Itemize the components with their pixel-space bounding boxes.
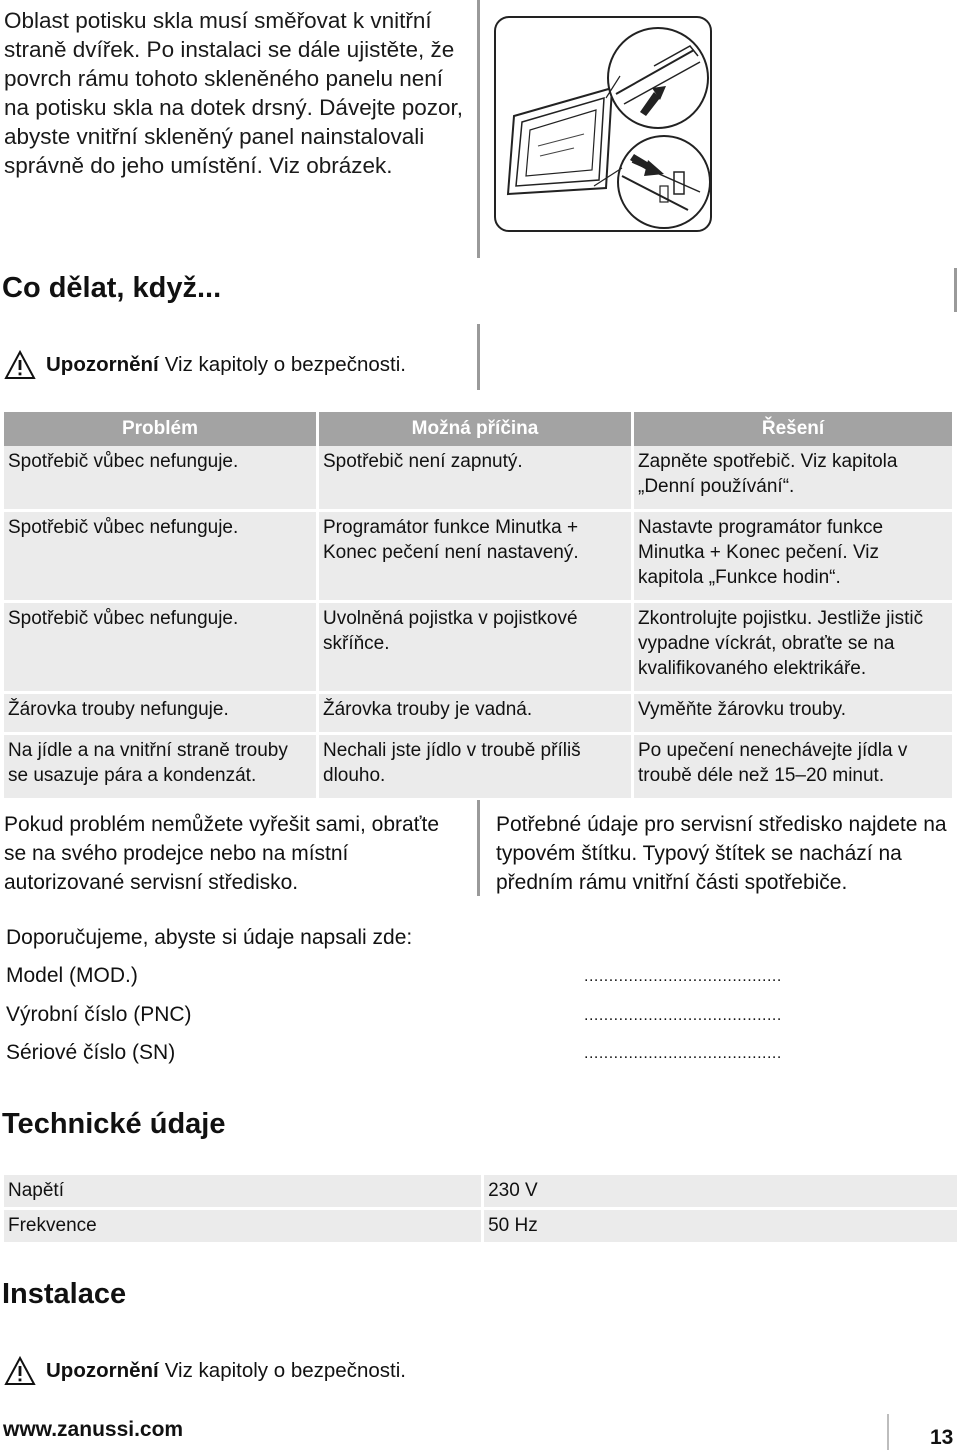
header-cause: Možná příčina [319,412,631,446]
tech-value-voltage: 230 V [484,1175,957,1207]
column-divider [477,324,480,390]
warning-label: Upozornění [46,353,159,376]
cause-cell: Uvolněná pojistka v pojistkové skříňce. [319,603,631,691]
field-label-pnc: Výrobní číslo (PNC) [6,1003,192,1026]
field-blank-model: ........................................ [584,968,782,985]
problem-cell: Spotřebič vůbec nefunguje. [4,512,316,600]
solution-cell: Po upečení nenechávejte jídla v troubě déle než 15–20 minut. [634,735,952,798]
help-paragraph-rating-plate: Potřebné údaje pro servisní středisko najdete na typovém štítku. Typový štítek se nachází na předním rámu vnitřní části spotřebiče. [496,813,947,894]
problem-cell: Spotřebič vůbec nefunguje. [4,446,316,509]
header-solution: Řešení [634,412,952,446]
help-paragraph-dealer: Pokud problém nemůžete vyřešit sami, obraťte se na svého prodejce nebo na místní autorizované servisní středisko. [4,813,440,894]
cause-cell: Spotřebič není zapnutý. [319,446,631,509]
warning-icon [4,350,36,380]
glass-panel-illustration [494,16,712,232]
warning-label: Upozornění [46,1359,159,1382]
section-title-troubleshooting: Co dělat, když... [2,272,222,304]
record-intro: Doporučujeme, abyste si údaje napsali zde: [6,926,413,949]
problem-cell: Žárovka trouby nefunguje. [4,694,316,732]
warning-text: Viz kapitoly o bezpečnosti. [164,1359,406,1382]
field-label-sn: Sériové číslo (SN) [6,1041,176,1064]
field-label-model: Model (MOD.) [6,964,138,987]
cause-cell: Nechali jste jídlo v troubě příliš dlouho. [319,735,631,798]
problem-cell: Spotřebič vůbec nefunguje. [4,603,316,691]
table-row [4,694,952,732]
tech-key-voltage: Napětí [4,1175,481,1207]
table-row [4,603,952,691]
table-row [4,512,952,600]
warning-notice-installation [4,1356,406,1386]
technical-data-table [1,1172,960,1245]
solution-cell: Zkontrolujte pojistku. Jestliže jistič vypadne víckrát, obraťte se na kvalifikovaného elektrikáře. [634,603,952,691]
field-blank-sn: ........................................ [584,1045,782,1062]
header-problem: Problém [4,412,316,446]
field-blank-pnc: ........................................ [584,1007,782,1024]
tech-value-frequency: 50 Hz [484,1210,957,1242]
cause-cell: Programátor funkce Minutka + Konec pečení není nastavený. [319,512,631,600]
column-divider [477,0,480,258]
column-divider-right [954,268,957,312]
solution-cell: Vyměňte žárovku trouby. [634,694,952,732]
table-row [4,735,952,798]
footer-divider [887,1414,889,1450]
troubleshooting-table [1,412,955,798]
tech-key-frequency: Frekvence [4,1210,481,1242]
footer-website-link[interactable]: www.zanussi.com [3,1418,184,1441]
intro-paragraph: Oblast potisku skla musí směřovat k vnitřní straně dvířek. Po instalaci se dále ujistěte, že povrch rámu tohoto skleněného panelu není na potisku skla na dotek drsný. Dávejte pozor, abyste vnitřní skleněný panel nainstalovali správně do jeho umístění. Viz obrázek. [4,8,464,178]
section-title-technical-data: Technické údaje [2,1108,226,1140]
column-divider [477,800,480,896]
page-number: 13 [930,1426,954,1449]
solution-cell: Nastavte programátor funkce Minutka + Konec pečení. Viz kapitola „Funkce hodin“. [634,512,952,600]
cause-cell: Žárovka trouby je vadná. [319,694,631,732]
table-row [4,1210,957,1242]
solution-cell: Zapněte spotřebič. Viz kapitola „Denní používání“. [634,446,952,509]
section-title-installation: Instalace [2,1278,127,1310]
warning-text: Viz kapitoly o bezpečnosti. [164,353,406,376]
warning-notice [4,350,406,380]
table-row [4,446,952,509]
table-row [4,1175,957,1207]
warning-icon [4,1356,36,1386]
problem-cell: Na jídle a na vnitřní straně trouby se usazuje pára a kondenzát. [4,735,316,798]
